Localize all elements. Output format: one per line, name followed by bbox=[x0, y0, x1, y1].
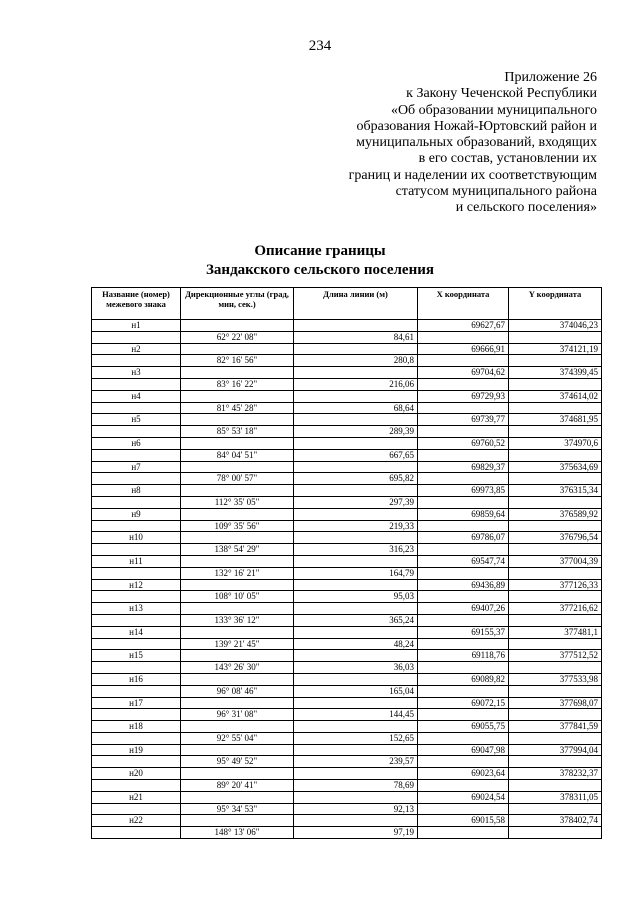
empty-cell bbox=[294, 697, 418, 709]
empty-cell bbox=[294, 603, 418, 615]
line-length-cell: 95,03 bbox=[294, 591, 418, 603]
empty-cell bbox=[418, 638, 509, 650]
table-row-point bbox=[92, 367, 602, 379]
directional-angle-cell: 96° 31' 08" bbox=[181, 709, 294, 721]
empty-cell bbox=[294, 744, 418, 756]
empty-cell bbox=[509, 662, 602, 674]
x-coordinate-cell: 69547,74 bbox=[418, 555, 509, 567]
appendix-line: к Закону Чеченской Республики bbox=[406, 86, 597, 102]
line-length-cell: 165,04 bbox=[294, 685, 418, 697]
y-coordinate-cell: 374681,95 bbox=[509, 414, 602, 426]
y-coordinate-cell: 375634,69 bbox=[509, 461, 602, 473]
empty-cell bbox=[509, 756, 602, 768]
line-length-cell: 164,79 bbox=[294, 567, 418, 579]
empty-cell bbox=[509, 614, 602, 626]
empty-cell bbox=[509, 544, 602, 556]
table-row-segment bbox=[92, 827, 602, 839]
y-coordinate-cell: 378232,37 bbox=[509, 768, 602, 780]
directional-angle-cell: 92° 55' 04" bbox=[181, 732, 294, 744]
empty-cell bbox=[294, 367, 418, 379]
table-row-segment bbox=[92, 638, 602, 650]
empty-cell bbox=[294, 532, 418, 544]
directional-angle-cell: 83° 16' 22" bbox=[181, 378, 294, 390]
x-coordinate-cell: 69055,75 bbox=[418, 721, 509, 733]
line-length-cell: 152,65 bbox=[294, 732, 418, 744]
directional-angle-cell: 108° 10' 05" bbox=[181, 591, 294, 603]
empty-cell bbox=[294, 390, 418, 402]
y-coordinate-cell: 377698,07 bbox=[509, 697, 602, 709]
empty-cell bbox=[418, 614, 509, 626]
line-length-cell: 68,64 bbox=[294, 402, 418, 414]
empty-cell bbox=[92, 780, 181, 792]
empty-cell bbox=[181, 721, 294, 733]
table-row-point bbox=[92, 603, 602, 615]
empty-cell bbox=[181, 555, 294, 567]
table-row-point bbox=[92, 508, 602, 520]
point-name-cell: н19 bbox=[92, 744, 181, 756]
directional-angle-cell: 62° 22' 08" bbox=[181, 331, 294, 343]
directional-angle-cell: 96° 08' 46" bbox=[181, 685, 294, 697]
table-row-point bbox=[92, 721, 602, 733]
line-length-cell: 280,8 bbox=[294, 355, 418, 367]
empty-cell bbox=[418, 426, 509, 438]
directional-angle-cell: 95° 49' 52" bbox=[181, 756, 294, 768]
empty-cell bbox=[181, 461, 294, 473]
table-header-row bbox=[92, 288, 602, 320]
header-y-coordinate: Y координата bbox=[509, 288, 602, 320]
empty-cell bbox=[418, 591, 509, 603]
table-row-segment bbox=[92, 614, 602, 626]
table-row-point bbox=[92, 626, 602, 638]
appendix-line: «Об образовании муниципального bbox=[390, 102, 597, 118]
directional-angle-cell: 84° 04' 51" bbox=[181, 449, 294, 461]
table-body bbox=[92, 320, 602, 839]
title-line-2: Зандакского сельского поселения bbox=[206, 262, 434, 278]
empty-cell bbox=[509, 449, 602, 461]
directional-angle-cell: 132° 16' 21" bbox=[181, 567, 294, 579]
line-length-cell: 97,19 bbox=[294, 827, 418, 839]
empty-cell bbox=[509, 638, 602, 650]
line-length-cell: 219,33 bbox=[294, 520, 418, 532]
x-coordinate-cell: 69155,37 bbox=[418, 626, 509, 638]
table-row-point bbox=[92, 320, 602, 332]
table-row-segment bbox=[92, 402, 602, 414]
empty-cell bbox=[294, 650, 418, 662]
directional-angle-cell: 85° 53' 18" bbox=[181, 426, 294, 438]
line-length-cell: 78,69 bbox=[294, 780, 418, 792]
directional-angle-cell: 109° 35' 56" bbox=[181, 520, 294, 532]
appendix-line: образования Ножай-Юртовский район и bbox=[356, 118, 597, 134]
y-coordinate-cell: 374970,6 bbox=[509, 437, 602, 449]
table-row-segment bbox=[92, 732, 602, 744]
point-name-cell: н7 bbox=[92, 461, 181, 473]
point-name-cell: н22 bbox=[92, 815, 181, 827]
boundary-table bbox=[91, 287, 602, 839]
x-coordinate-cell: 69704,62 bbox=[418, 367, 509, 379]
line-length-cell: 695,82 bbox=[294, 473, 418, 485]
x-coordinate-cell: 69627,67 bbox=[418, 320, 509, 332]
x-coordinate-cell: 69024,54 bbox=[418, 791, 509, 803]
empty-cell bbox=[418, 449, 509, 461]
line-length-cell: 92,13 bbox=[294, 803, 418, 815]
point-name-cell: н9 bbox=[92, 508, 181, 520]
empty-cell bbox=[92, 662, 181, 674]
table-row-point bbox=[92, 437, 602, 449]
empty-cell bbox=[92, 567, 181, 579]
y-coordinate-cell: 377126,33 bbox=[509, 579, 602, 591]
point-name-cell: н5 bbox=[92, 414, 181, 426]
point-name-cell: н20 bbox=[92, 768, 181, 780]
table-row-point bbox=[92, 555, 602, 567]
y-coordinate-cell: 377841,59 bbox=[509, 721, 602, 733]
empty-cell bbox=[294, 626, 418, 638]
line-length-cell: 144,45 bbox=[294, 709, 418, 721]
table-row-segment bbox=[92, 426, 602, 438]
empty-cell bbox=[92, 591, 181, 603]
empty-cell bbox=[509, 827, 602, 839]
point-name-cell: н6 bbox=[92, 437, 181, 449]
page-number: 234 bbox=[308, 38, 332, 54]
empty-cell bbox=[92, 331, 181, 343]
empty-cell bbox=[509, 496, 602, 508]
table-row-point bbox=[92, 697, 602, 709]
line-length-cell: 216,06 bbox=[294, 378, 418, 390]
appendix-line: статусом муниципального района bbox=[395, 184, 597, 200]
empty-cell bbox=[509, 520, 602, 532]
point-name-cell: н8 bbox=[92, 485, 181, 497]
empty-cell bbox=[509, 803, 602, 815]
table-row-segment bbox=[92, 567, 602, 579]
empty-cell bbox=[92, 614, 181, 626]
empty-cell bbox=[294, 721, 418, 733]
empty-cell bbox=[418, 756, 509, 768]
empty-cell bbox=[418, 520, 509, 532]
empty-cell bbox=[92, 402, 181, 414]
empty-cell bbox=[418, 567, 509, 579]
x-coordinate-cell: 69729,93 bbox=[418, 390, 509, 402]
empty-cell bbox=[509, 473, 602, 485]
empty-cell bbox=[418, 355, 509, 367]
empty-cell bbox=[418, 827, 509, 839]
header-directional-angle: Дирекционные углы (град, мин, сек.) bbox=[181, 288, 294, 320]
y-coordinate-cell: 377533,98 bbox=[509, 673, 602, 685]
empty-cell bbox=[418, 685, 509, 697]
point-name-cell: н21 bbox=[92, 791, 181, 803]
x-coordinate-cell: 69859,64 bbox=[418, 508, 509, 520]
point-name-cell: н3 bbox=[92, 367, 181, 379]
empty-cell bbox=[418, 544, 509, 556]
empty-cell bbox=[294, 320, 418, 332]
empty-cell bbox=[294, 673, 418, 685]
empty-cell bbox=[509, 355, 602, 367]
empty-cell bbox=[509, 591, 602, 603]
empty-cell bbox=[418, 662, 509, 674]
empty-cell bbox=[294, 437, 418, 449]
empty-cell bbox=[92, 544, 181, 556]
y-coordinate-cell: 374614,02 bbox=[509, 390, 602, 402]
empty-cell bbox=[294, 343, 418, 355]
empty-cell bbox=[509, 709, 602, 721]
point-name-cell: н18 bbox=[92, 721, 181, 733]
line-length-cell: 365,24 bbox=[294, 614, 418, 626]
table-row-segment bbox=[92, 544, 602, 556]
empty-cell bbox=[509, 331, 602, 343]
empty-cell bbox=[181, 744, 294, 756]
empty-cell bbox=[294, 768, 418, 780]
empty-cell bbox=[418, 331, 509, 343]
directional-angle-cell: 78° 00' 57" bbox=[181, 473, 294, 485]
empty-cell bbox=[181, 390, 294, 402]
line-length-cell: 667,65 bbox=[294, 449, 418, 461]
x-coordinate-cell: 69973,85 bbox=[418, 485, 509, 497]
point-name-cell: н4 bbox=[92, 390, 181, 402]
empty-cell bbox=[92, 426, 181, 438]
empty-cell bbox=[181, 650, 294, 662]
table-row-segment bbox=[92, 355, 602, 367]
table-row-point bbox=[92, 532, 602, 544]
line-length-cell: 316,23 bbox=[294, 544, 418, 556]
directional-angle-cell: 95° 34' 53" bbox=[181, 803, 294, 815]
point-name-cell: н16 bbox=[92, 673, 181, 685]
empty-cell bbox=[509, 378, 602, 390]
table-row-segment bbox=[92, 473, 602, 485]
y-coordinate-cell: 377216,62 bbox=[509, 603, 602, 615]
y-coordinate-cell: 377994,04 bbox=[509, 744, 602, 756]
line-length-cell: 36,03 bbox=[294, 662, 418, 674]
empty-cell bbox=[418, 803, 509, 815]
table-row-segment bbox=[92, 520, 602, 532]
y-coordinate-cell: 376589,92 bbox=[509, 508, 602, 520]
x-coordinate-cell: 69739,77 bbox=[418, 414, 509, 426]
x-coordinate-cell: 69015,58 bbox=[418, 815, 509, 827]
x-coordinate-cell: 69118,76 bbox=[418, 650, 509, 662]
table-row-segment bbox=[92, 803, 602, 815]
empty-cell bbox=[181, 579, 294, 591]
y-coordinate-cell: 378311,05 bbox=[509, 791, 602, 803]
line-length-cell: 84,61 bbox=[294, 331, 418, 343]
x-coordinate-cell: 69089,82 bbox=[418, 673, 509, 685]
directional-angle-cell: 139° 21' 45" bbox=[181, 638, 294, 650]
x-coordinate-cell: 69829,37 bbox=[418, 461, 509, 473]
table-row-point bbox=[92, 461, 602, 473]
y-coordinate-cell: 377481,1 bbox=[509, 626, 602, 638]
table-row-point bbox=[92, 414, 602, 426]
table-row-point bbox=[92, 744, 602, 756]
point-name-cell: н17 bbox=[92, 697, 181, 709]
empty-cell bbox=[92, 473, 181, 485]
y-coordinate-cell: 376315,34 bbox=[509, 485, 602, 497]
table-row-segment bbox=[92, 449, 602, 461]
title-line-1: Описание границы bbox=[254, 243, 386, 259]
empty-cell bbox=[509, 402, 602, 414]
empty-cell bbox=[181, 791, 294, 803]
table-row-segment bbox=[92, 756, 602, 768]
empty-cell bbox=[181, 508, 294, 520]
point-name-cell: н14 bbox=[92, 626, 181, 638]
empty-cell bbox=[181, 343, 294, 355]
header-x-coordinate: X координата bbox=[418, 288, 509, 320]
directional-angle-cell: 82° 16' 56" bbox=[181, 355, 294, 367]
empty-cell bbox=[92, 520, 181, 532]
empty-cell bbox=[509, 567, 602, 579]
empty-cell bbox=[181, 673, 294, 685]
empty-cell bbox=[92, 378, 181, 390]
y-coordinate-cell: 377512,52 bbox=[509, 650, 602, 662]
point-name-cell: н13 bbox=[92, 603, 181, 615]
x-coordinate-cell: 69023,64 bbox=[418, 768, 509, 780]
appendix-line: в его состав, установлении их bbox=[418, 151, 597, 167]
table-row-segment bbox=[92, 331, 602, 343]
table-row-point bbox=[92, 390, 602, 402]
empty-cell bbox=[294, 555, 418, 567]
table-row-point bbox=[92, 768, 602, 780]
x-coordinate-cell: 69786,07 bbox=[418, 532, 509, 544]
empty-cell bbox=[181, 485, 294, 497]
empty-cell bbox=[181, 815, 294, 827]
empty-cell bbox=[294, 508, 418, 520]
header-point-name: Название (номер) межевого знака bbox=[92, 288, 181, 320]
point-name-cell: н12 bbox=[92, 579, 181, 591]
empty-cell bbox=[418, 780, 509, 792]
directional-angle-cell: 138° 54' 29" bbox=[181, 544, 294, 556]
x-coordinate-cell: 69047,98 bbox=[418, 744, 509, 756]
x-coordinate-cell: 69666,91 bbox=[418, 343, 509, 355]
empty-cell bbox=[92, 732, 181, 744]
line-length-cell: 239,57 bbox=[294, 756, 418, 768]
empty-cell bbox=[92, 685, 181, 697]
table-row-point bbox=[92, 485, 602, 497]
empty-cell bbox=[509, 732, 602, 744]
empty-cell bbox=[181, 437, 294, 449]
empty-cell bbox=[294, 414, 418, 426]
directional-angle-cell: 81° 45' 28" bbox=[181, 402, 294, 414]
table-row-segment bbox=[92, 780, 602, 792]
appendix-line: и сельского поселения» bbox=[455, 200, 597, 216]
y-coordinate-cell: 378402,74 bbox=[509, 815, 602, 827]
y-coordinate-cell: 374121,19 bbox=[509, 343, 602, 355]
empty-cell bbox=[92, 496, 181, 508]
empty-cell bbox=[509, 685, 602, 697]
directional-angle-cell: 133° 36' 12" bbox=[181, 614, 294, 626]
empty-cell bbox=[181, 768, 294, 780]
y-coordinate-cell: 377004,39 bbox=[509, 555, 602, 567]
table-row-point bbox=[92, 815, 602, 827]
empty-cell bbox=[181, 603, 294, 615]
line-length-cell: 289,39 bbox=[294, 426, 418, 438]
empty-cell bbox=[92, 827, 181, 839]
table-row-point bbox=[92, 791, 602, 803]
table-row-segment bbox=[92, 591, 602, 603]
table-row-point bbox=[92, 673, 602, 685]
empty-cell bbox=[418, 709, 509, 721]
empty-cell bbox=[92, 355, 181, 367]
empty-cell bbox=[181, 367, 294, 379]
empty-cell bbox=[181, 414, 294, 426]
directional-angle-cell: 112° 35' 05" bbox=[181, 496, 294, 508]
appendix-line: Приложение 26 bbox=[504, 70, 597, 85]
empty-cell bbox=[294, 791, 418, 803]
document-title bbox=[0, 242, 640, 280]
empty-cell bbox=[181, 532, 294, 544]
empty-cell bbox=[418, 732, 509, 744]
table-row-point bbox=[92, 650, 602, 662]
table-row-segment bbox=[92, 709, 602, 721]
empty-cell bbox=[92, 709, 181, 721]
line-length-cell: 297,39 bbox=[294, 496, 418, 508]
y-coordinate-cell: 374046,23 bbox=[509, 320, 602, 332]
empty-cell bbox=[418, 378, 509, 390]
appendix-heading bbox=[297, 70, 597, 217]
table-row-segment bbox=[92, 685, 602, 697]
empty-cell bbox=[418, 402, 509, 414]
point-name-cell: н2 bbox=[92, 343, 181, 355]
directional-angle-cell: 89° 20' 41" bbox=[181, 780, 294, 792]
table-row-segment bbox=[92, 662, 602, 674]
directional-angle-cell: 148° 13' 06" bbox=[181, 827, 294, 839]
x-coordinate-cell: 69072,15 bbox=[418, 697, 509, 709]
empty-cell bbox=[92, 803, 181, 815]
empty-cell bbox=[294, 485, 418, 497]
empty-cell bbox=[418, 496, 509, 508]
x-coordinate-cell: 69436,89 bbox=[418, 579, 509, 591]
empty-cell bbox=[509, 780, 602, 792]
line-length-cell: 48,24 bbox=[294, 638, 418, 650]
empty-cell bbox=[92, 638, 181, 650]
empty-cell bbox=[92, 756, 181, 768]
header-line-length: Длина линии (м) bbox=[294, 288, 418, 320]
empty-cell bbox=[294, 579, 418, 591]
empty-cell bbox=[294, 461, 418, 473]
point-name-cell: н11 bbox=[92, 555, 181, 567]
appendix-line: границ и наделении их соответствующим bbox=[348, 167, 597, 183]
point-name-cell: н10 bbox=[92, 532, 181, 544]
x-coordinate-cell: 69760,52 bbox=[418, 437, 509, 449]
y-coordinate-cell: 374399,45 bbox=[509, 367, 602, 379]
point-name-cell: н15 bbox=[92, 650, 181, 662]
table-row-segment bbox=[92, 378, 602, 390]
appendix-line: муниципальных образований, входящих bbox=[356, 135, 597, 151]
point-name-cell: н1 bbox=[92, 320, 181, 332]
empty-cell bbox=[181, 626, 294, 638]
table-row-point bbox=[92, 343, 602, 355]
empty-cell bbox=[181, 320, 294, 332]
empty-cell bbox=[181, 697, 294, 709]
x-coordinate-cell: 69407,26 bbox=[418, 603, 509, 615]
y-coordinate-cell: 376796,54 bbox=[509, 532, 602, 544]
empty-cell bbox=[418, 473, 509, 485]
empty-cell bbox=[509, 426, 602, 438]
directional-angle-cell: 143° 26' 30" bbox=[181, 662, 294, 674]
table-row-segment bbox=[92, 496, 602, 508]
empty-cell bbox=[294, 815, 418, 827]
table-row-point bbox=[92, 579, 602, 591]
empty-cell bbox=[92, 449, 181, 461]
